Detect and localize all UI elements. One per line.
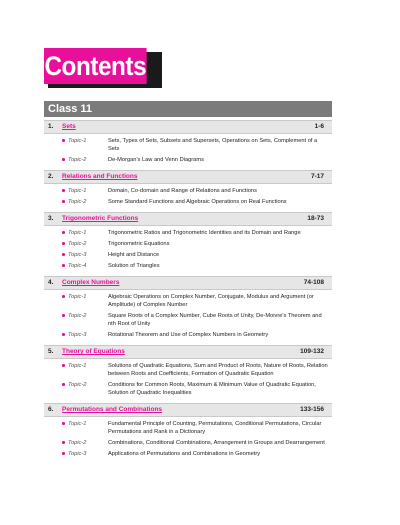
topic-text: Trigonometric Ratios and Trigonometric Identities and its Domain and Range bbox=[108, 230, 301, 236]
chapter-section bbox=[44, 276, 332, 339]
chapter-page-range: 133-156 bbox=[300, 406, 324, 413]
chapter-title-link[interactable]: Trigonometric Functions bbox=[62, 215, 139, 222]
topic-item bbox=[44, 378, 332, 397]
bullet-icon bbox=[62, 295, 65, 298]
topic-item bbox=[44, 153, 332, 164]
chapter-page-range: 1-6 bbox=[314, 123, 324, 130]
topic-label: Topic-3 bbox=[68, 332, 87, 338]
topic-item bbox=[44, 184, 332, 195]
chapter-page-range: 7-17 bbox=[310, 173, 324, 180]
bullet-icon bbox=[62, 314, 65, 317]
chapter-page-range: 109-132 bbox=[300, 348, 324, 355]
bullet-icon bbox=[62, 158, 65, 161]
chapter-number: 3. bbox=[48, 215, 54, 222]
topic-item bbox=[44, 328, 332, 339]
topic-label: Topic-2 bbox=[68, 157, 87, 163]
topic-label: Topic-1 bbox=[68, 230, 87, 236]
topic-label: Topic-3 bbox=[68, 252, 87, 258]
topic-label: Topic-2 bbox=[68, 440, 87, 446]
topic-text: Solutions of Quadratic Equations, Sum and Product of Roots, Nature of Roots, Relation between Roots and Coefficients, Formation of Quadratic Equation bbox=[108, 363, 328, 377]
bullet-icon bbox=[62, 139, 65, 142]
topic-label: Topic-1 bbox=[68, 363, 87, 369]
topic-item bbox=[44, 134, 332, 153]
topic-label: Topic-2 bbox=[68, 199, 87, 205]
topic-label: Topic-2 bbox=[68, 241, 87, 247]
topic-item bbox=[44, 436, 332, 447]
topic-text: Combinations, Conditional Combinations, Arrangement in Groups and Dearrangement bbox=[108, 440, 325, 446]
topic-label: Topic-1 bbox=[68, 421, 87, 427]
chapter-number: 1. bbox=[48, 123, 54, 130]
chapter-number: 2. bbox=[48, 173, 54, 180]
bullet-icon bbox=[62, 333, 65, 336]
chapter-title-link[interactable]: Permutations and Combinations bbox=[62, 406, 163, 413]
topic-text: De-Morgan's Law and Venn Diagrams bbox=[108, 157, 204, 163]
topic-text: Solution of Triangles bbox=[108, 263, 160, 269]
topic-item bbox=[44, 290, 332, 309]
topic-label: Topic-3 bbox=[68, 451, 87, 457]
topic-item bbox=[44, 259, 332, 270]
topic-text: Applications of Permutations and Combinations in Geometry bbox=[108, 451, 261, 457]
topic-item bbox=[44, 309, 332, 328]
chapter-section bbox=[44, 212, 332, 270]
topic-item bbox=[44, 417, 332, 436]
topic-text: Some Standard Functions and Algebraic Operations on Real Functions bbox=[108, 199, 287, 205]
topic-item bbox=[44, 237, 332, 248]
topic-text: Fundamental Principle of Counting, Permutations, Conditional Permutations, Circular Permutations and Rank in a Dictionary bbox=[108, 421, 322, 435]
topic-label: Topic-1 bbox=[68, 138, 87, 144]
bullet-icon bbox=[62, 189, 65, 192]
bullet-icon bbox=[62, 231, 65, 234]
topic-label: Topic-1 bbox=[68, 188, 87, 194]
bullet-icon bbox=[62, 441, 65, 444]
chapter-section bbox=[44, 120, 332, 164]
chapter-header bbox=[44, 120, 332, 134]
topic-item bbox=[44, 447, 332, 458]
bullet-icon bbox=[62, 422, 65, 425]
chapter-title-link[interactable]: Theory of Equations bbox=[62, 348, 125, 355]
chapter-page-range: 18-73 bbox=[307, 215, 324, 222]
chapter-header bbox=[44, 170, 332, 184]
topic-item bbox=[44, 248, 332, 259]
chapter-header bbox=[44, 345, 332, 359]
topic-item bbox=[44, 359, 332, 378]
bullet-icon bbox=[62, 200, 65, 203]
topic-text: Sets, Types of Sets, Subsets and Supersets, Operations on Sets, Complement of a Sets bbox=[108, 138, 318, 152]
topic-label: Topic-2 bbox=[68, 382, 87, 388]
topic-label: Topic-1 bbox=[68, 294, 87, 300]
page-title-box bbox=[44, 48, 158, 84]
bullet-icon bbox=[62, 242, 65, 245]
chapter-number: 6. bbox=[48, 406, 54, 413]
chapter-header bbox=[44, 212, 332, 226]
page-title: Contents bbox=[44, 48, 147, 84]
chapter-number: 4. bbox=[48, 279, 54, 286]
bullet-icon bbox=[62, 383, 65, 386]
chapter-header bbox=[44, 403, 332, 417]
topic-label: Topic-4 bbox=[68, 263, 87, 269]
page-title-block bbox=[44, 48, 158, 84]
chapter-page-range: 74-108 bbox=[303, 279, 324, 286]
topic-text: Algebraic Operations on Complex Number, Conjugate, Modulus and Argument (or Amplitude) of Complex Number bbox=[108, 294, 314, 308]
chapter-header bbox=[44, 276, 332, 290]
topic-item bbox=[44, 226, 332, 237]
bullet-icon bbox=[62, 253, 65, 256]
class-header: Class 11 bbox=[44, 101, 332, 117]
chapter-section bbox=[44, 345, 332, 397]
chapter-title-link[interactable]: Sets bbox=[62, 123, 76, 130]
chapter-title-link[interactable]: Relations and Functions bbox=[62, 173, 138, 180]
topic-label: Topic-2 bbox=[68, 313, 87, 319]
bullet-icon bbox=[62, 364, 65, 367]
topic-text: Rotational Theorem and Use of Complex Numbers in Geometry bbox=[108, 332, 269, 338]
topic-item bbox=[44, 195, 332, 206]
topic-text: Domain, Co-domain and Range of Relations and Functions bbox=[108, 188, 257, 194]
bullet-icon bbox=[62, 264, 65, 267]
topic-text: Height and Distance bbox=[108, 252, 160, 258]
chapter-section bbox=[44, 403, 332, 458]
topic-text: Square Roots of a Complex Number, Cube Roots of Unity, De-Moivre's Theorem and nth Root of Unity bbox=[108, 313, 322, 327]
chapter-number: 5. bbox=[48, 348, 54, 355]
contents-list bbox=[44, 120, 332, 464]
bullet-icon bbox=[62, 452, 65, 455]
chapter-section bbox=[44, 170, 332, 206]
topic-text: Trigonometric Equations bbox=[108, 241, 170, 247]
chapter-title-link[interactable]: Complex Numbers bbox=[62, 279, 120, 286]
topic-text: Conditions for Common Roots, Maximum & Minimum Value of Quadratic Equation, Solution of Quadratic Inequalities bbox=[108, 382, 316, 396]
